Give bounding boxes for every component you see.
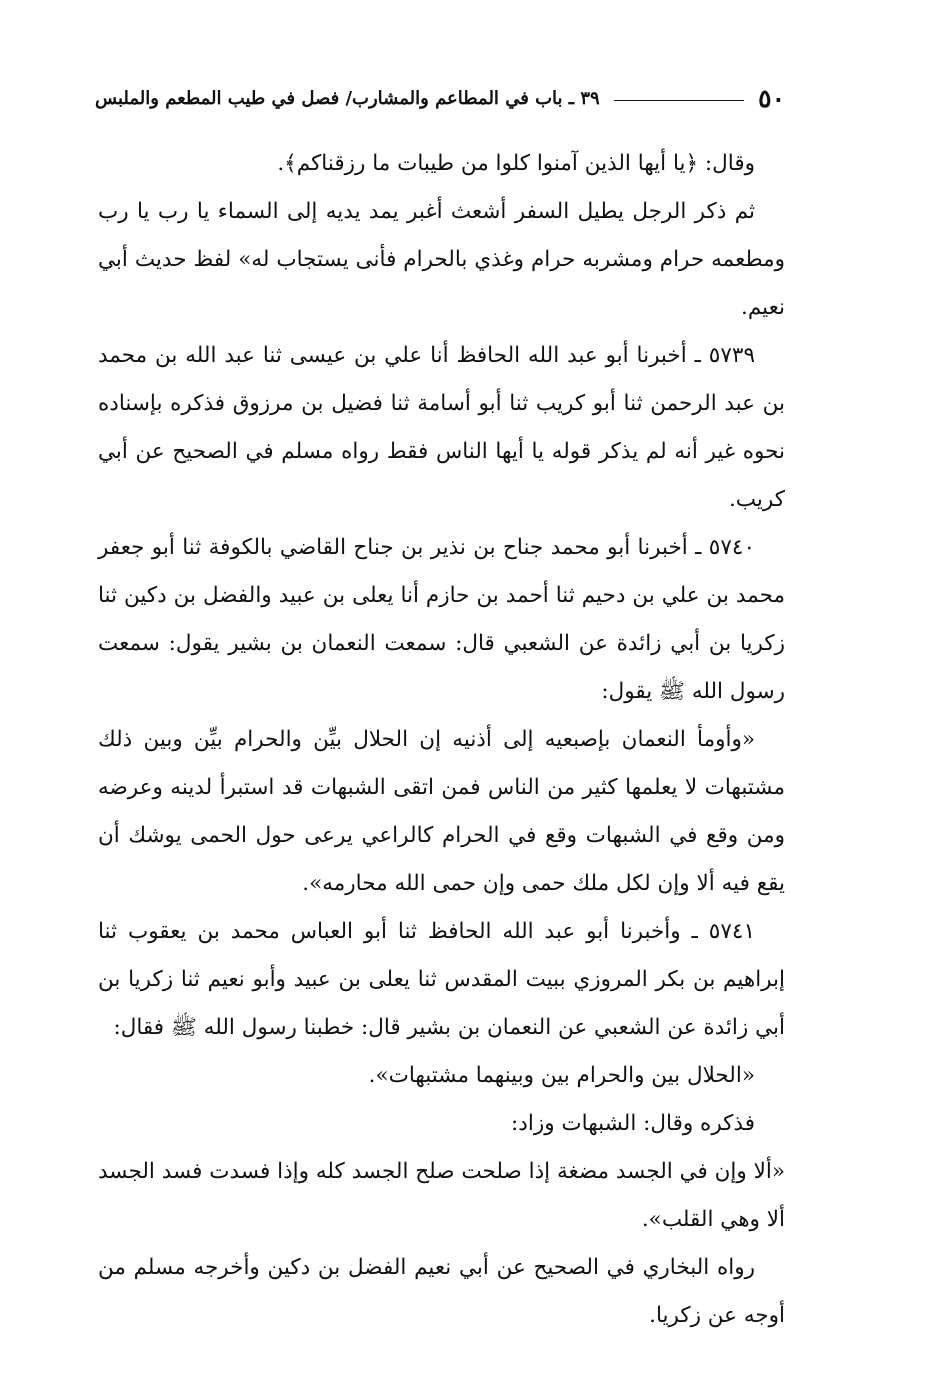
page-body	[98, 140, 785, 1340]
paragraph: فذكره وقال: الشبهات وزاد:	[511, 1111, 755, 1136]
hadith-quote: «وأومأ النعمان بإصبعيه إلى أذنيه إن الحلال بيِّن والحرام بيِّن وبين ذلك مشتبهات لا يعلمها كثير من الناس فمن اتقى الشبهات قد استبرأ لدينه وعرضه ومن وقع في الشبهات وقع في الحرام كالراعي يرعى حول الحمى يوشك أن يقع فيه ألا وإن لكل ملك حمى وإن حمى الله محارمه».	[98, 727, 785, 896]
page-number: ٥٠	[758, 83, 785, 113]
hadith-quote: «ألا وإن في الجسد مضغة إذا صلحت صلح الجسد كله وإذا فسدت فسد الجسد ألا وهي القلب».	[98, 1159, 785, 1232]
paragraph: ثم ذكر الرجل يطيل السفر أشعث أغبر يمد يديه إلى السماء يا رب يا رب ومطعمه حرام ومشربه حرام وغذي بالحرام فأنى يستجاب له» لفظ حديث أبي نعيم.	[98, 199, 785, 320]
page-header	[95, 80, 785, 116]
running-title: ٣٩ ـ باب في المطاعم والمشارب/ فصل في طيب المطعم والملبس	[95, 87, 600, 109]
header-rule	[614, 100, 744, 101]
paragraph: رواه البخاري في الصحيح عن أبي نعيم الفضل بن دكين وأخرجه مسلم من أوجه عن زكريا.	[98, 1255, 785, 1328]
hadith-5740: ٥٧٤٠ ـ أخبرنا أبو محمد جناح بن نذير بن جناح القاضي بالكوفة ثنا أبو جعفر محمد بن علي بن دحيم ثنا أحمد بن حازم أنا يعلى بن عبيد والفضل بن دكين ثنا زكريا بن أبي زائدة عن الشعبي قال: سمعت النعمان بن بشير يقول: سمعت رسول الله ﷺ يقول:	[98, 535, 785, 704]
hadith-5739: ٥٧٣٩ ـ أخبرنا أبو عبد الله الحافظ أنا علي بن عيسى ثنا عبد الله بن محمد بن عبد الرحمن ثنا أبو كريب ثنا أبو أسامة ثنا فضيل بن مرزوق فذكره بإسناده نحوه غير أنه لم يذكر قوله يا أيها الناس فقط رواه مسلم في الصحيح عن أبي كريب.	[98, 343, 785, 512]
hadith-quote: «الحلال بين والحرام بين وبينهما مشتبهات».	[368, 1063, 755, 1088]
paragraph: وقال: ﴿يا أيها الذين آمنوا كلوا من طيبات ما رزقناكم﴾.	[277, 151, 755, 176]
hadith-5741: ٥٧٤١ ـ وأخبرنا أبو عبد الله الحافظ ثنا أبو العباس محمد بن يعقوب ثنا إبراهيم بن بكر المروزي ببيت المقدس ثنا يعلى بن عبيد وأبو نعيم ثنا زكريا بن أبي زائدة عن الشعبي عن النعمان بن بشير قال: خطبنا رسول الله ﷺ فقال:	[98, 919, 785, 1040]
